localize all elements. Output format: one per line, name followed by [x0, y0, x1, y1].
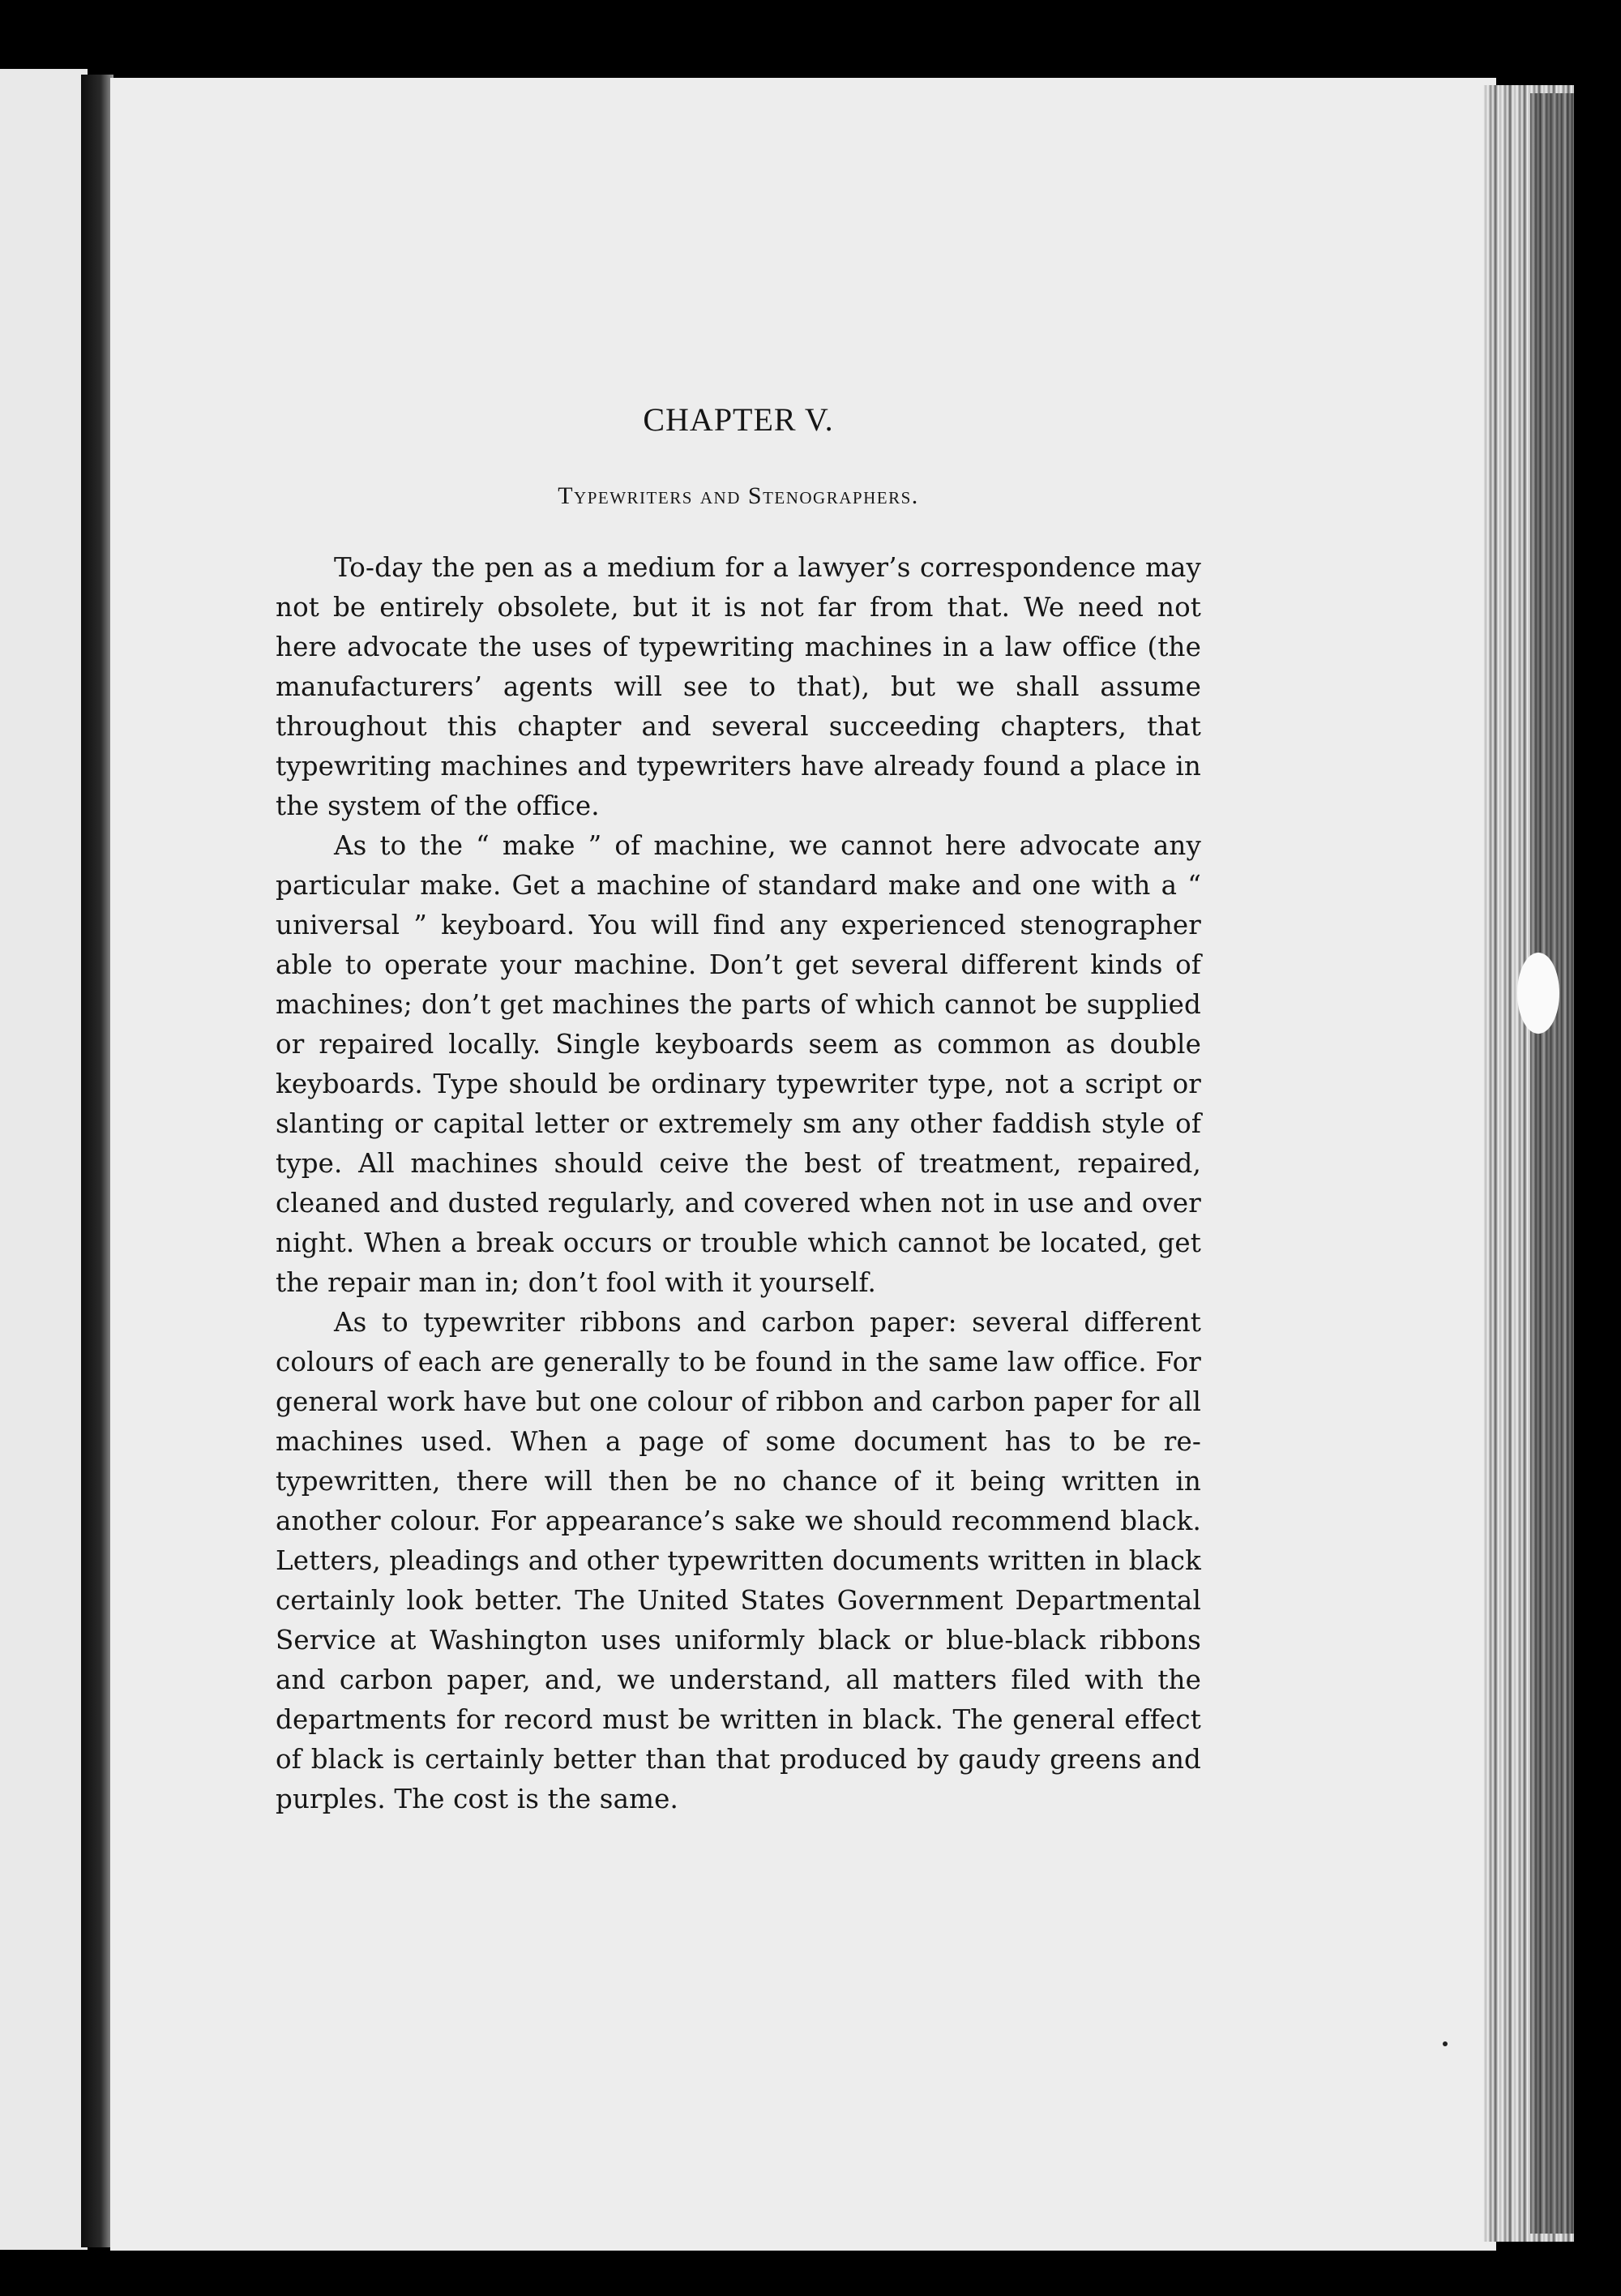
- book-gutter: [81, 75, 113, 2247]
- paragraph-pen-medium: To-day the pen as a medium for a lawyer’s correspondence may not be entirely obsolete, but it is not far from that. We need not here advocate the uses of typewriting machines in a law office (the manufacturers’ agents will see to that), but we shall assume throughout this chapter and several succeeding chapters, that typewriting machines and typewriters have already found a place in the system of the office.: [276, 552, 1201, 821]
- facing-page-edge: [0, 69, 88, 2250]
- section-heading: Typewriters and Stenographers.: [558, 482, 919, 509]
- page-text: [276, 396, 1201, 1819]
- ink-speck: [1443, 2041, 1448, 2046]
- paper-tear-mark: [1517, 953, 1559, 1034]
- chapter-heading: CHAPTER V.: [643, 401, 834, 438]
- paragraph-ribbons-carbon: As to typewriter ribbons and carbon paper: several different colours of each are generally to be found in the same law office. For general work have but one colour of ribbon and carbon paper for all machines used. When a page of some document has to be re-typewritten, there will then be no chance of it being written in another colour. For appearance’s sake we should recommend black. Letters, pleadings and other typewritten documents written in black certainly look better. The United States Government Departmental Service at Washington uses uniformly black or blue-black ribbons and carbon paper, and, we understand, all matters filed with the departments for record must be written in black. The general effect of black is certainly better than that produced by gaudy greens and purples. The cost is the same.: [276, 1307, 1201, 1814]
- page-stack-shadow: [1530, 93, 1574, 2234]
- paragraph-machine-make: As to the “ make ” of machine, we cannot here advocate any particular make. Get a machine of standard make and one with a “ universal ” keyboard. You will find any experienced stenographer able to operate your machine. Don’t get several different kinds of machines; don’t get machines the parts of which cannot be supplied or repaired locally. Single keyboards seem as common as double keyboards. Type should be ordinary typewriter type, not a script or slanting or capital letter or extremely sm any other faddish style of type. All machines should ceive the best of treatment, repaired, cleaned and dusted regularly, and covered when not in use and over night. When a break occurs or trouble which cannot be located, get the repair man in; don’t fool with it yourself.: [276, 830, 1201, 1298]
